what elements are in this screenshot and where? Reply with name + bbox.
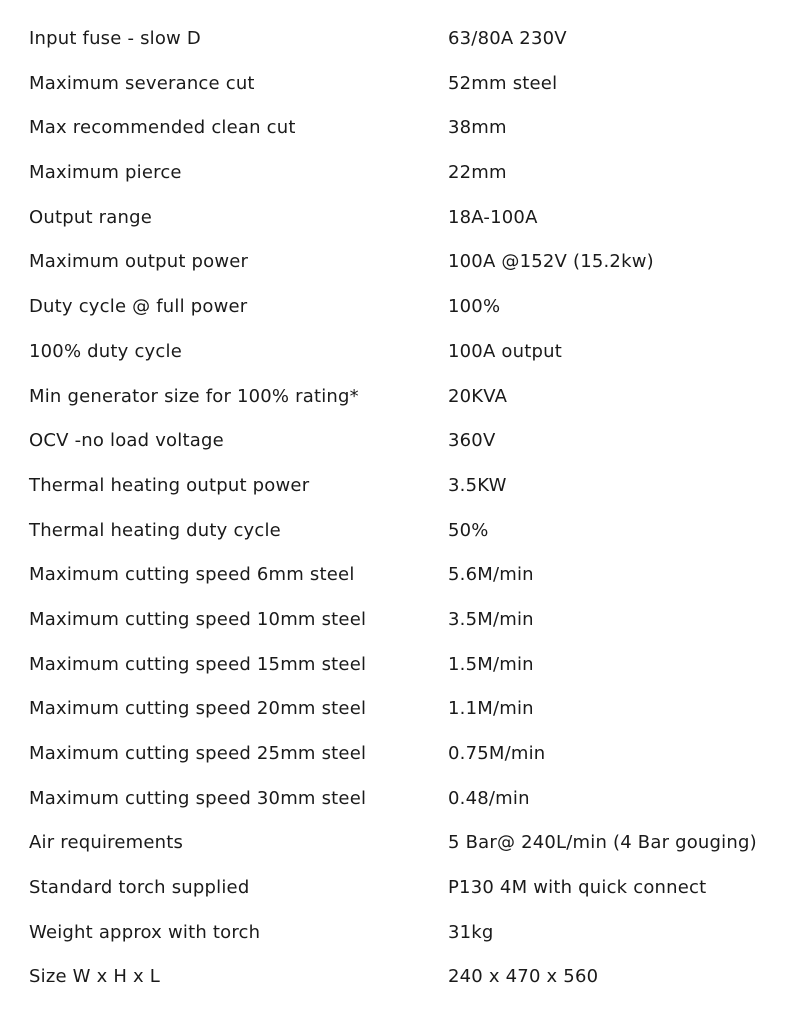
spec-row	[0, 330, 790, 375]
spec-value: 52mm steel	[448, 72, 558, 94]
spec-label: Maximum cutting speed 6mm steel	[29, 564, 355, 586]
spec-label: Maximum cutting speed 10mm steel	[29, 608, 367, 630]
spec-value: 50%	[448, 519, 489, 541]
spec-value: 18A-100A	[448, 206, 538, 228]
spec-value: 100%	[448, 296, 501, 318]
spec-label: Maximum cutting speed 30mm steel	[29, 787, 367, 809]
spec-label: Air requirements	[29, 832, 184, 854]
spec-value: 38mm	[448, 117, 507, 139]
spec-label: Thermal heating duty cycle	[29, 519, 281, 541]
spec-value: 240 x 470 x 560	[448, 966, 599, 988]
spec-row	[0, 732, 790, 777]
spec-value: 1.1M/min	[448, 698, 534, 720]
spec-value: 31kg	[448, 921, 494, 943]
spec-value: P130 4M with quick connect	[448, 877, 707, 899]
spec-row	[0, 821, 790, 866]
spec-value: 20KVA	[448, 385, 508, 407]
spec-label: Size W x H x L	[29, 966, 161, 988]
spec-label: Maximum cutting speed 15mm steel	[29, 653, 367, 675]
spec-value: 3.5KW	[448, 474, 507, 496]
spec-label: Maximum output power	[29, 251, 249, 273]
spec-row	[0, 106, 790, 151]
spec-label: Maximum cutting speed 20mm steel	[29, 698, 367, 720]
spec-row	[0, 598, 790, 643]
spec-row	[0, 777, 790, 822]
spec-value: 1.5M/min	[448, 653, 534, 675]
spec-row	[0, 151, 790, 196]
spec-label: Duty cycle @ full power	[29, 296, 248, 318]
spec-label: Input fuse - slow D	[29, 28, 201, 49]
spec-row	[0, 643, 790, 688]
spec-label: 100% duty cycle	[29, 340, 182, 362]
spec-row	[0, 240, 790, 285]
spec-value: 0.75M/min	[448, 743, 546, 764]
spec-row	[0, 375, 790, 420]
spec-row	[0, 196, 790, 241]
spec-row	[0, 553, 790, 598]
spec-row	[0, 866, 790, 911]
spec-label: Standard torch supplied	[29, 877, 250, 899]
spec-value: 5.6M/min	[448, 564, 534, 586]
spec-label: Output range	[29, 206, 152, 228]
spec-label: Max recommended clean cut	[29, 117, 296, 139]
spec-label: OCV -no load voltage	[29, 430, 224, 452]
spec-label: Weight approx with torch	[29, 921, 261, 943]
spec-row	[0, 955, 790, 1000]
spec-row	[0, 17, 790, 62]
spec-label: Maximum severance cut	[29, 72, 255, 94]
spec-value: 22mm	[448, 162, 507, 184]
spec-value: 360V	[448, 430, 496, 452]
spec-row	[0, 687, 790, 732]
spec-value: 5 Bar@ 240L/min (4 Bar gouging)	[448, 832, 757, 854]
spec-label: Thermal heating output power	[29, 474, 310, 496]
spec-value: 100A @152V (15.2kw)	[448, 251, 654, 273]
spec-label: Min generator size for 100% rating*	[29, 385, 359, 407]
spec-table	[0, 17, 790, 1000]
spec-row	[0, 911, 790, 956]
spec-value: 63/80A 230V	[448, 28, 567, 49]
spec-row	[0, 464, 790, 509]
spec-value: 100A output	[448, 340, 562, 362]
spec-label: Maximum pierce	[29, 162, 182, 184]
spec-label: Maximum cutting speed 25mm steel	[29, 743, 367, 764]
spec-value: 0.48/min	[448, 787, 530, 809]
spec-value: 3.5M/min	[448, 608, 534, 630]
spec-row	[0, 509, 790, 554]
spec-row	[0, 62, 790, 107]
spec-row	[0, 285, 790, 330]
spec-row	[0, 419, 790, 464]
